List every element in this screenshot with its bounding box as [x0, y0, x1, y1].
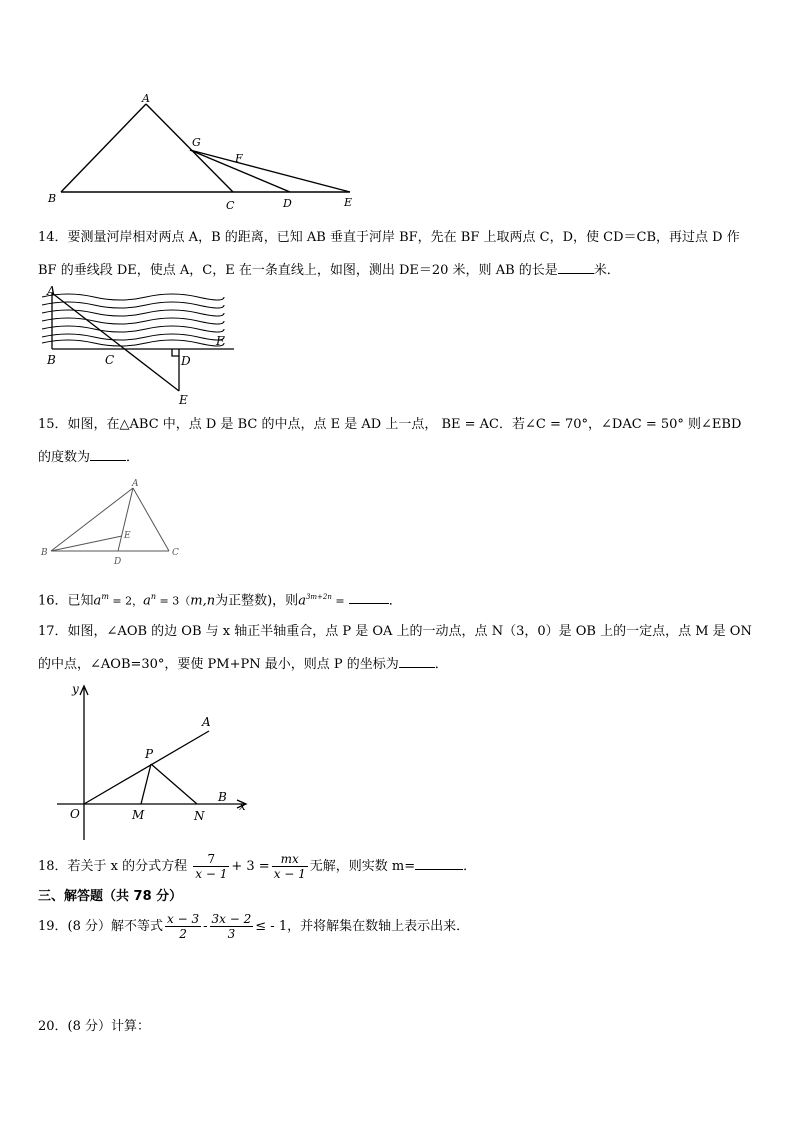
section-heading: 三、解答题（共 78 分）	[38, 889, 183, 904]
q19-line	[38, 910, 469, 944]
q14-text: BF 的垂线段 DE，使点 A，C，E 在一条直线上，如图，测出 DE＝20 米，则 AB 的长是	[38, 263, 558, 278]
denominator: x − 1	[273, 867, 306, 881]
q19-pre: 19．(8 分）解不等式	[38, 919, 164, 934]
label-C: C	[105, 353, 115, 367]
answer-blank	[415, 856, 463, 870]
label-P: P	[145, 747, 154, 761]
q19-fraction-2	[210, 912, 254, 941]
label-D: D	[181, 354, 191, 368]
label-B: B	[41, 548, 48, 558]
q19-minus: -	[203, 919, 208, 934]
q19-post: ≤ - 1，并将解集在数轴上表示出来．	[255, 919, 470, 934]
label-A: A	[202, 715, 211, 729]
q16-eq2: = 3（	[156, 594, 191, 608]
label-F: F	[235, 152, 243, 165]
q16-pre: 16．已知	[38, 593, 94, 609]
q20-line: 20．(8 分）计算：	[38, 1019, 151, 1034]
label-N: N	[194, 809, 205, 823]
denominator: 3	[227, 927, 236, 941]
q17-line2	[38, 654, 448, 674]
q16-end: ．	[388, 593, 402, 609]
label-x: x	[239, 799, 246, 813]
coordinate-figure-17	[52, 680, 262, 846]
q19-fraction-1	[165, 912, 201, 941]
label-A: A	[142, 92, 150, 105]
label-G: G	[192, 136, 201, 149]
q15-line1: 15．如图，在△ABC 中，点 D 是 BC 的中点，点 E 是 AD 上一点， BE = AC．若∠C = 70°，∠DAC = 50° 则∠EBD	[38, 417, 742, 432]
river-figure-14	[38, 283, 248, 411]
numerator: mx	[272, 852, 308, 867]
q16-a3-exp: 3m+2n	[305, 593, 332, 601]
q18-plus: + 3 =	[231, 859, 270, 874]
q15-text: 的度数为	[38, 450, 91, 465]
label-C: C	[226, 199, 235, 212]
q18-fraction-1	[193, 852, 229, 881]
label-B: B	[218, 790, 227, 804]
label-A: A	[47, 284, 56, 298]
label-B: B	[48, 192, 57, 205]
denominator: 2	[179, 927, 187, 941]
answer-blank	[558, 260, 594, 274]
q17-end: ．	[434, 657, 448, 672]
label-E: E	[179, 393, 188, 407]
q16-a2-exp: n	[150, 592, 157, 601]
q16-eq1: = 2，	[108, 594, 144, 608]
label-E: E	[124, 531, 131, 541]
label-D: D	[114, 557, 122, 567]
numerator: 3x − 2	[211, 912, 252, 926]
label-E: E	[344, 196, 353, 209]
label-A: A	[132, 479, 139, 489]
answer-blank	[399, 654, 435, 668]
label-D: D	[283, 197, 292, 210]
label-C: C	[172, 548, 179, 558]
answer-blank	[90, 447, 126, 461]
q16-mid: 为正整数)，则	[215, 593, 299, 609]
q16-a3: a	[298, 593, 306, 609]
q15-line2	[38, 447, 139, 467]
q16-a1: a	[93, 593, 102, 609]
label-y: y	[72, 682, 79, 696]
q14-end: 米．	[593, 263, 620, 278]
q14-line2	[38, 260, 620, 280]
q17-text: 的中点，∠AOB=30°，要使 PM+PN 最小，则点 P 的坐标为	[38, 657, 399, 672]
q15-end: ．	[126, 450, 140, 465]
answer-blank	[349, 590, 389, 604]
q18-fraction-2	[272, 852, 308, 881]
q17-line1: 17．如图，∠AOB 的边 OB 与 x 轴正半轴重合，点 P 是 OA 上的一动点，点 N（3，0）是 OB 上的一定点，点 M 是 ON	[38, 624, 752, 639]
q14-line1: 14．要测量河岸相对两点 A，B 的距离，已知 AB 垂直于河岸 BF，先在 BF 上取两点 C，D，使 CD＝CB，再过点 D 作	[38, 230, 740, 245]
label-B: B	[47, 353, 56, 367]
label-O: O	[70, 807, 80, 821]
q18-end: ．	[463, 859, 477, 874]
q16-line	[38, 588, 402, 610]
label-M: M	[132, 808, 145, 822]
q18-post: 无解，则实数 m=	[309, 859, 416, 874]
label-F: F	[216, 334, 225, 348]
q18-line	[38, 850, 476, 884]
triangle-figure-15	[38, 476, 188, 568]
q18-pre: 18．若关于 x 的分式方程	[38, 859, 188, 874]
triangle-figure-13	[40, 88, 370, 214]
q16-a1-exp: m	[101, 592, 109, 601]
q16-eq3: =	[331, 594, 345, 608]
numerator: 7	[193, 852, 229, 867]
q16-mn: m,n	[190, 593, 216, 609]
denominator: x − 1	[195, 867, 228, 881]
numerator: x − 3	[167, 912, 200, 926]
q16-a2: a	[143, 593, 151, 609]
